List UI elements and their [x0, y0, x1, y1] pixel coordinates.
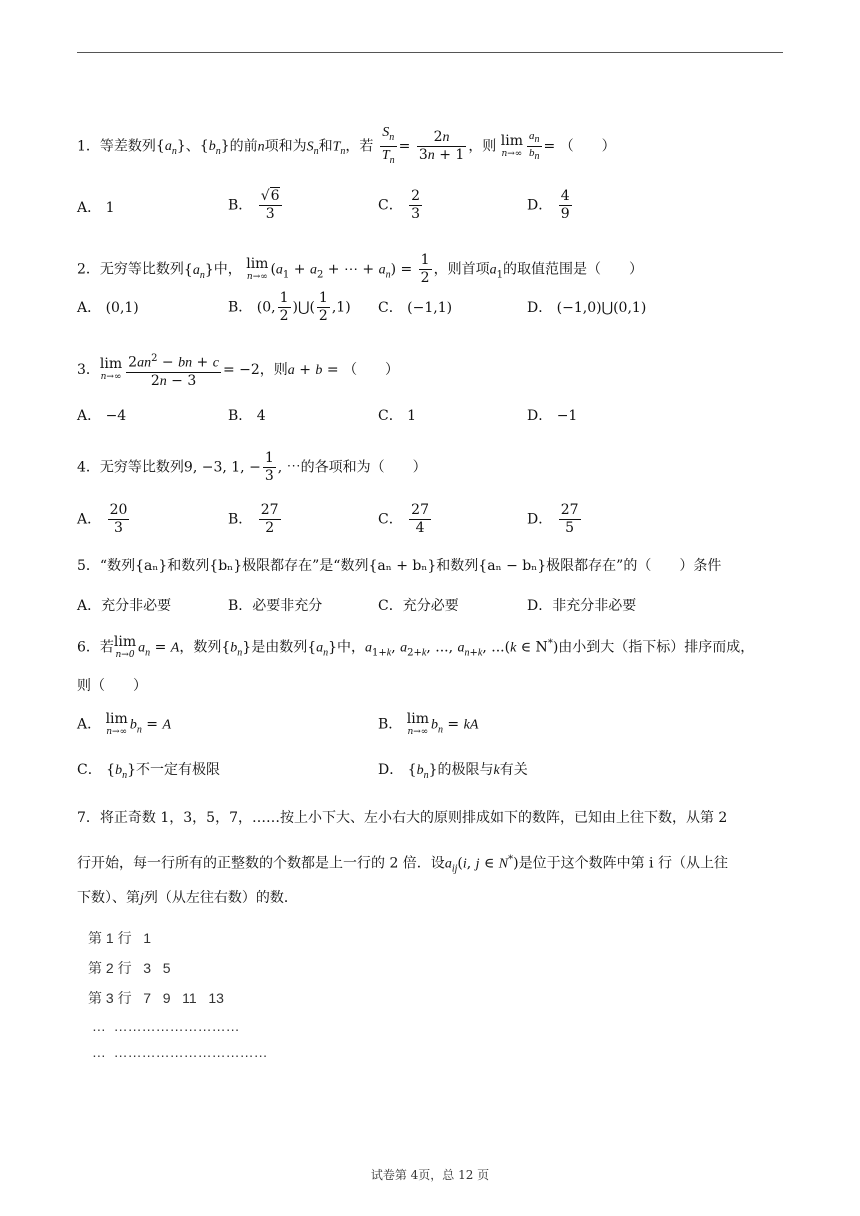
question-7-line-3: 下数）、第j列（从左往右数）的数． [77, 890, 298, 906]
array-row-3: 第 3 行 7 9 11 13 [88, 990, 224, 1006]
q1-limit-fraction: $\frac{a_n}{b_n}$ [529, 129, 540, 162]
q1-text-2: 的前 [229, 138, 258, 155]
q2-option-c: C． (−1,1) [378, 300, 453, 316]
q2-option-b: B． (0, $\frac{1}{2}$ )⋃( $\frac{1}{2}$ ,1) [228, 290, 351, 324]
q3-option-d: D． −1 [527, 408, 578, 424]
q2-text-4: 的取值范围是（ ） [502, 261, 643, 278]
question-4: 4．无穷等比数列9, −3, 1, − $\frac{1}{3}$ , ⋯的各项和为（ ） [77, 450, 427, 484]
q6-text-3: 是由数列 [251, 639, 308, 656]
q6-option-c: C． $\{b_n\}$不一定有极限 [77, 762, 220, 781]
q3-option-a: A． −4 [77, 408, 127, 424]
q1-number: 1． [77, 138, 100, 155]
q1-sep: 、 [185, 138, 200, 155]
q3-fraction: $\frac{2an^2 - bn + c}{2n - 3}$ [128, 353, 219, 389]
question-5 [77, 556, 721, 576]
q1-blank: （ ） [559, 138, 616, 155]
question-2: 2．无穷等比数列$\{a_n\}$中， lim n→∞ ($a_1 + a_2$ + ⋯ + $a_n$) = $\frac{1}{2}$ ，则首项$a_1$的取值范围是（ ） [77, 252, 643, 286]
q1-and: 和 [318, 138, 333, 155]
question-1: 1．等差数列$\{a_n\}$、$\{b_n\}$的前n项和为$S_n$和$T_n$，若 $\frac{S_n}{T_n}$ = $\frac{2n}{3n + 1}$ ，则 lim n→∞ $\frac{a_n}{b_n}$ = （ ） [77, 124, 616, 169]
q3-blank: （ ） [343, 361, 400, 378]
q1-option-b: B． $\frac{√6}{3}$ [228, 188, 280, 222]
q3-option-c: C． 1 [378, 408, 417, 424]
q1-seq-a: $\{a_n\}$ [155, 138, 186, 158]
q4-option-c: C． $\frac{27}{4}$ [378, 502, 429, 536]
q6-option-a: A． lim n→∞ $b_n = A$ [77, 711, 172, 737]
q2-text: 无穷等比数列 [99, 261, 184, 278]
q2-option-a: A． (0,1) [77, 300, 139, 316]
q5-option-c: C．充分必要 [378, 598, 459, 614]
q6-number: 6． [77, 639, 100, 656]
q2-text-2: 中， [213, 261, 242, 278]
q5-option-a: A．充分非必要 [77, 598, 172, 614]
q2-option-d: D． (−1,0)⋃(0,1) [527, 300, 647, 316]
q3-number: 3． [77, 361, 100, 378]
page-footer: 试卷第 4页，总 12 页 [370, 1168, 490, 1182]
q2-text-3: ，则首项 [433, 261, 490, 278]
question-3: 3． lim n→∞ $\frac{2an^2 - bn + c}{2n - 3}$ = −2，则a + b = （ ） [77, 350, 399, 390]
q1-seq-b: $\{b_n\}$ [199, 138, 230, 158]
header-rule [77, 52, 783, 53]
q1-text-3: 项和为 [264, 138, 307, 155]
q4-text-2: 的各项和为（ ） [300, 459, 427, 476]
q4-option-d: D． $\frac{27}{5}$ [527, 502, 579, 536]
q6-limit: lim n→0 [113, 634, 137, 661]
question-7-line-2: 行开始，每一行所有的正整数的个数都是上一行的 2 倍．设$a_{ij}(i$, j ∈ N*)是位于这个数阵中第 i 行（从上往 [77, 854, 728, 875]
q1-text: 等差数列 [99, 138, 156, 155]
array-row-1: 第 1 行 1 [88, 930, 152, 946]
question-7-line-1: 7．将正奇数 1，3，5，7，……按上小下大、左小右大的原则排成如下的数阵，已知由上往下数，从第 2 [77, 810, 728, 826]
q1-if: ，若 [345, 138, 374, 155]
q4-option-b: B． $\frac{27}{2}$ [228, 502, 279, 536]
q2-limit: lim n→∞ [246, 256, 269, 282]
q5-option-d: D．非充分非必要 [527, 598, 637, 614]
q1-rhs-fraction: $\frac{2n}{3n + 1}$ [418, 128, 465, 163]
q1-then: ，则 [468, 138, 497, 155]
q3-text: ，则 [259, 361, 288, 378]
q3-limit: lim n→∞ [99, 356, 123, 383]
q4-option-a: A． $\frac{20}{3}$ [77, 502, 128, 536]
q1-option-c: C． $\frac{2}{3}$ [378, 188, 421, 222]
q6-text-5: 由小到大（指下标）排序而成， [558, 639, 755, 656]
q1-ratio-fraction: $\frac{S_n}{T_n}$ [380, 124, 397, 169]
array-row-5: … …………………………… [88, 1044, 268, 1060]
q2-number: 2． [77, 261, 100, 278]
q4-number: 4． [77, 459, 100, 476]
q6-text-4: 中， [337, 639, 366, 656]
q6-option-d: D． $\{b_n\}$的极限与k有关 [378, 762, 528, 781]
q6-line-2: 则（ ） [77, 678, 147, 694]
q3-option-b: B． 4 [228, 408, 266, 424]
q2-fraction: $\frac{1}{2}$ [420, 252, 430, 286]
q4-fraction: $\frac{1}{3}$ [264, 450, 274, 484]
q5-text: “数列{aₙ}和数列{bₙ}极限都存在”是“数列{aₙ + bₙ}和数列{aₙ − bₙ}极限都存在”的（ ）条件 [99, 558, 722, 574]
q4-text: 无穷等比数列 [99, 459, 184, 476]
q6-option-b: B． lim n→∞ $b_n$ = kA [378, 711, 479, 737]
q1-option-a: A． 1 [77, 200, 115, 216]
q6-text: 若 [99, 639, 114, 656]
q5-option-b: B．必要非充分 [228, 598, 323, 614]
question-6: 6．若 lim n→0 $a_n = A$，数列$\{b_n\}$是由数列$\{a_n\}$中，$a_{1+k}$, $a_{2+k}$, ..., $a_{n+k}$, ...(k ∈ N*)由小到大（指下标）排序而成， [77, 634, 755, 661]
q6-text-2: ，数列 [179, 639, 222, 656]
q5-number: 5． [77, 558, 100, 574]
array-row-2: 第 2 行 3 5 [88, 960, 171, 976]
array-row-4: … ……………………… [88, 1018, 240, 1034]
q1-limit: lim n→∞ [500, 132, 523, 159]
q1-option-d: D． $\frac{4}{9}$ [527, 188, 570, 222]
